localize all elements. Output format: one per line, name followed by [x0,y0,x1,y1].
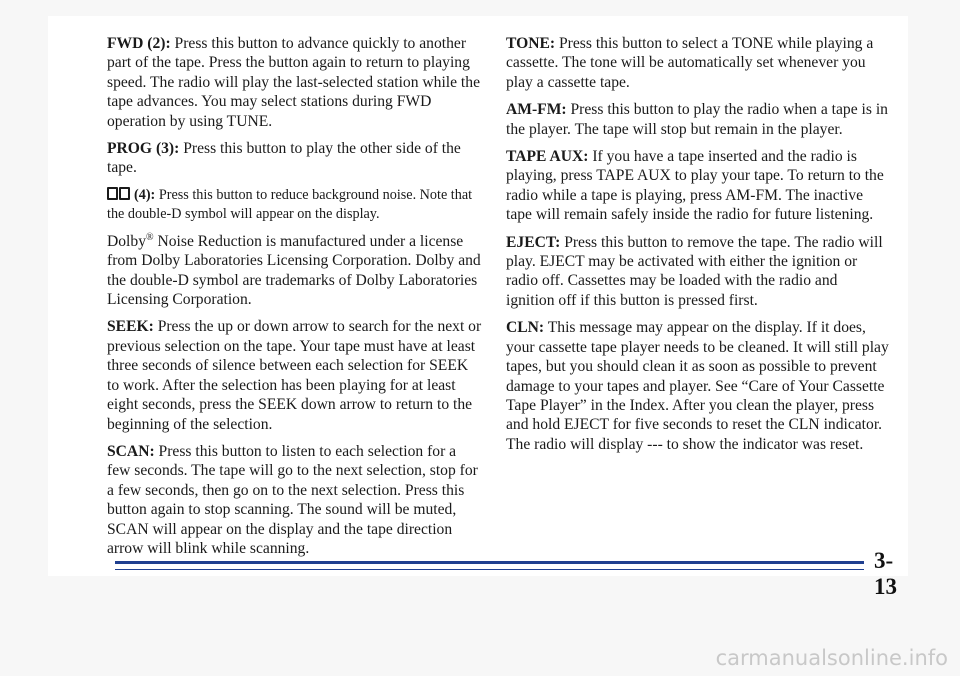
paragraph-fwd [107,34,482,131]
paragraph-am-fm [506,100,889,139]
registered-mark: ® [145,231,154,243]
double-d-icon [107,186,131,205]
text-tape-aux: If you have a tape inserted and the radio is playing, press TAPE AUX to play your tape. To return to the radio while a tape is playing, press AM-FM. The inactive tape will remain safely inside the radio for future listening. [506,148,884,224]
text-dolby-license: Noise Reduction is manufactured under a license from Dolby Laboratories Licensing Corporation. Dolby and the double-D symbol are trademarks of Dolby Laboratories Licensing Corporation. [107,232,481,309]
text-dolby-button: Press this button to reduce background noise. Note that the double-D symbol will appear on the display. [107,186,473,222]
text-prog: Press this button to play the other side of the tape. [107,140,461,177]
paragraph-scan [107,442,482,558]
term-seek: SEEK: [107,318,154,336]
text-seek: Press the up or down arrow to search for the next or previous selection on the tape. Your tape must have at least three seconds of silence between each selection for SEEK to work. After the selection has been playing for at least eight seconds, press the SEEK down arrow to return to the beginning of the selection. [107,318,482,433]
term-prog: PROG (3): [107,140,180,158]
footer-rule-thin [115,569,864,570]
text-am-fm: Press this button to play the radio when a tape is in the player. The tape will stop but remain in the player. [506,101,888,138]
paragraph-prog [107,139,482,178]
text-eject: Press this button to remove the tape. The radio will play. EJECT may be activated with either the ignition or radio off. Cassettes may be loaded with the radio and ignition off if this button is pressed first. [506,233,883,309]
text-dolby-word: Dolby [107,232,146,250]
left-column [107,34,482,566]
paragraph-eject [506,233,889,311]
term-cln: CLN: [506,319,545,337]
paragraph-cln [506,318,889,454]
term-eject: EJECT: [506,233,561,251]
paragraph-tone [506,34,889,92]
term-tape-aux: TAPE AUX: [506,148,589,166]
watermark-text: carmanualsonline.info [715,646,948,670]
paragraph-dolby-button [107,186,482,224]
term-am-fm: AM-FM: [506,101,567,119]
right-column [506,34,889,462]
page-number: 3-13 [874,548,897,599]
term-tone: TONE: [506,35,556,52]
paragraph-dolby-license [107,232,482,310]
paragraph-seek [107,317,482,433]
term-fwd: FWD (2): [107,35,171,52]
footer-rule-thick [115,561,864,564]
text-tone: Press this button to select a TONE while playing a cassette. The tone will be automatically set whenever you play a cassette tape. [506,35,874,91]
term-dolby-button: (4): [134,186,156,203]
text-cln: This message may appear on the display. If it does, your cassette tape player needs to be cleaned. It will still play tapes, but you should clean it as soon as possible to prevent damage to your tapes and player. See “Care of Your Cassette Tape Player” in the Index. After you clean the player, press and hold EJECT for five seconds to reset the CLN indicator. The radio will display --- to show the indicator was reset. [506,319,889,453]
text-fwd: Press this button to advance quickly to another part of the tape. Press the button again to return to playing speed. The radio will play the last-selected station while the tape advances. You may select stations during FWD operation by using TUNE. [107,35,480,130]
manual-page [48,16,908,599]
paragraph-tape-aux [506,147,889,225]
text-scan: Press this button to listen to each selection for a few seconds. The tape will go to the next selection, stop for a few seconds, then go on to the next selection. Press this button again to stop scanning. The sound will be muted, SCAN will appear on the display and the tape direction arrow will blink while scanning. [107,442,478,557]
term-scan: SCAN: [107,442,155,460]
